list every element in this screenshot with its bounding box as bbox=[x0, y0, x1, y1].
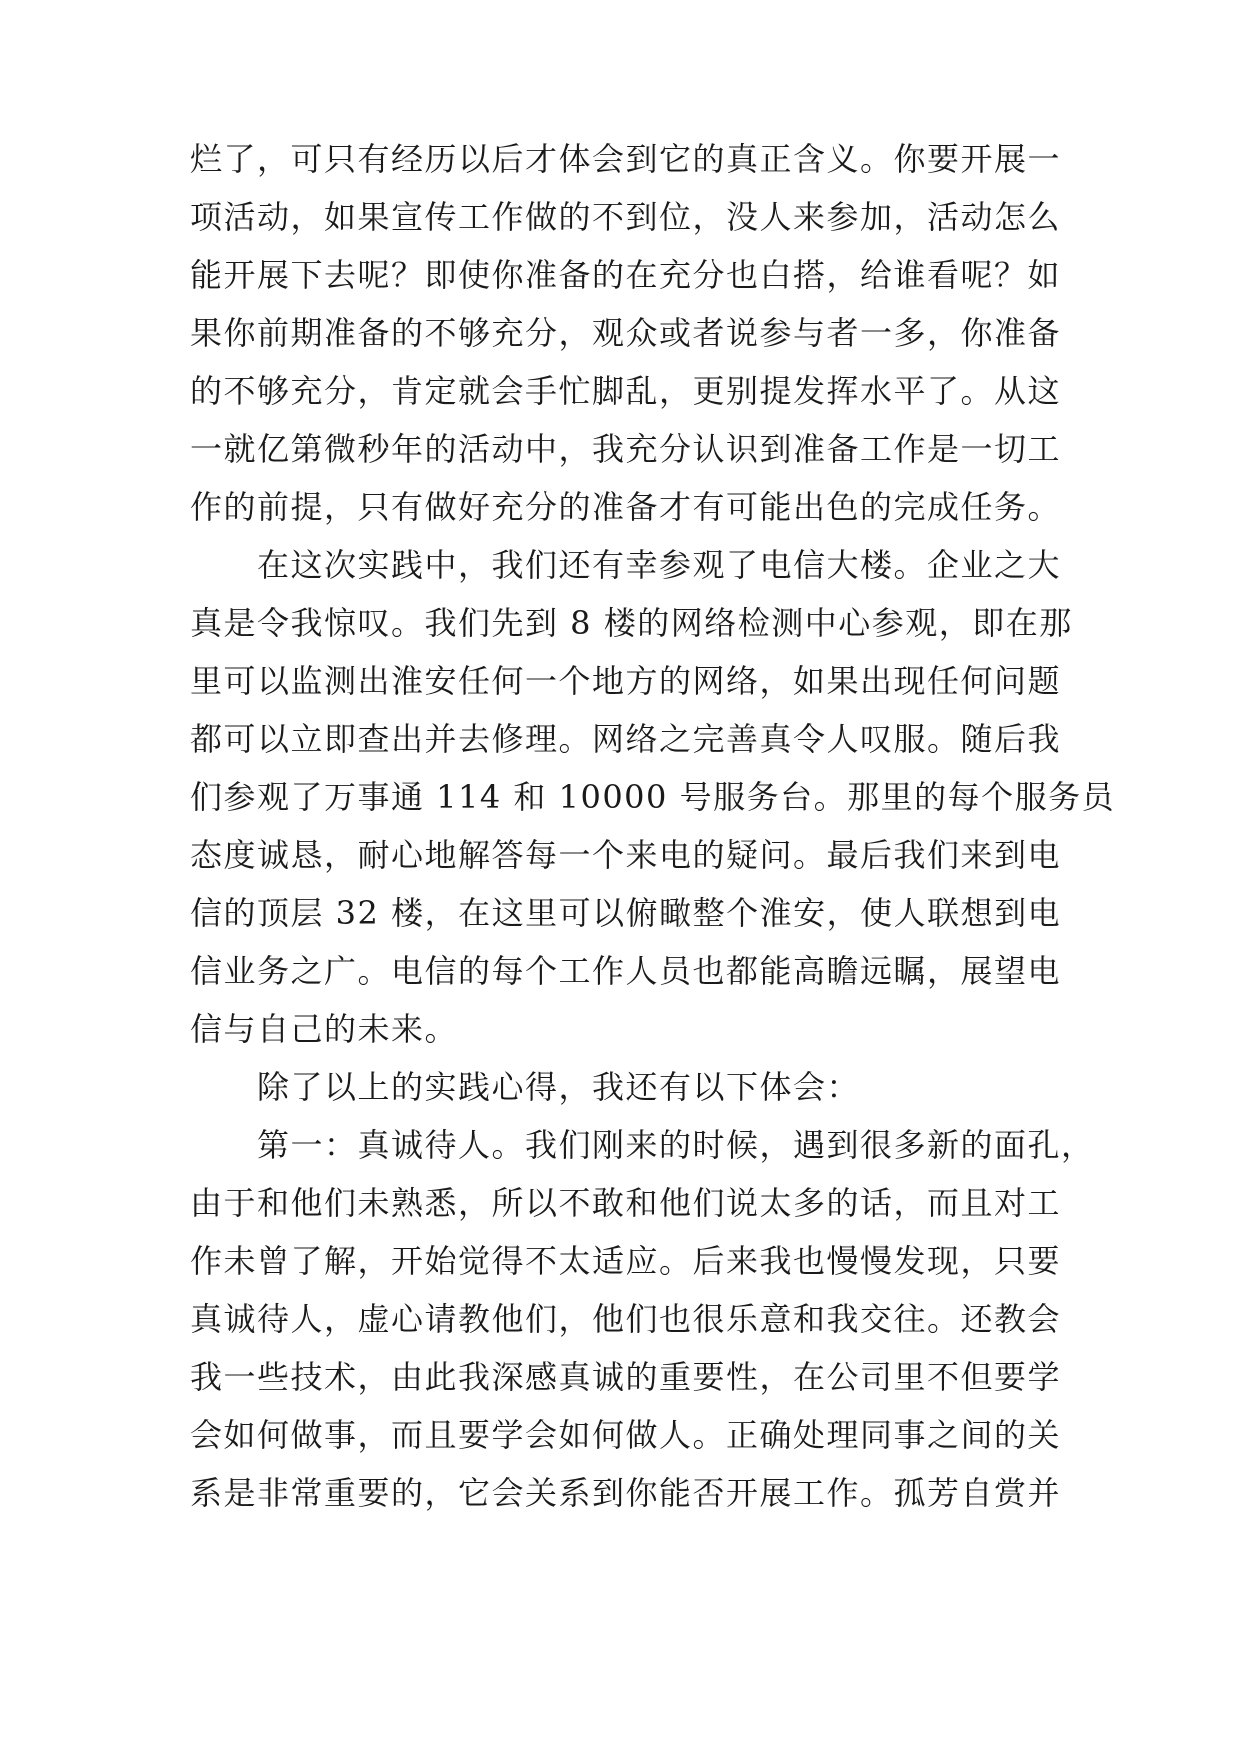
text-line: 能开展下去呢？即使你准备的在充分也白搭，给谁看呢？如 bbox=[190, 256, 1062, 294]
text-line: 由于和他们未熟悉，所以不敢和他们说太多的话，而且对工 bbox=[190, 1184, 1062, 1222]
text-line: 会如何做事，而且要学会如何做人。正确处理同事之间的关 bbox=[190, 1416, 1062, 1454]
text-line: 果你前期准备的不够充分，观众或者说参与者一多，你准备 bbox=[190, 314, 1062, 352]
text-line: 都可以立即查出并去修理。网络之完善真令人叹服。随后我 bbox=[190, 720, 1062, 758]
text-line: 系是非常重要的，它会关系到你能否开展工作。孤芳自赏并 bbox=[190, 1474, 1062, 1512]
text-line: 第一：真诚待人。我们刚来的时候，遇到很多新的面孔， bbox=[190, 1126, 1095, 1164]
text-line: 态度诚恳，耐心地解答每一个来电的疑问。最后我们来到电 bbox=[190, 836, 1062, 874]
text-line: 里可以监测出淮安任何一个地方的网络，如果出现任何问题 bbox=[190, 662, 1062, 700]
text-line: 信与自己的未来。 bbox=[190, 1010, 459, 1048]
text-line: 在这次实践中，我们还有幸参观了电信大楼。企业之大 bbox=[190, 546, 1062, 584]
text-line: 信的顶层 32 楼，在这里可以俯瞰整个淮安，使人联想到电 bbox=[190, 894, 1062, 932]
text-line: 信业务之广。电信的每个工作人员也都能高瞻远瞩，展望电 bbox=[190, 952, 1062, 990]
text-line: 烂了，可只有经历以后才体会到它的真正含义。你要开展一 bbox=[190, 140, 1062, 178]
text-line: 作的前提，只有做好充分的准备才有可能出色的完成任务。 bbox=[190, 488, 1062, 526]
text-line: 作未曾了解，开始觉得不太适应。后来我也慢慢发现，只要 bbox=[190, 1242, 1062, 1280]
text-line: 们参观了万事通 114 和 10000 号服务台。那里的每个服务员 bbox=[190, 778, 1116, 816]
text-line: 真是令我惊叹。我们先到 8 楼的网络检测中心参观，即在那 bbox=[190, 604, 1073, 642]
text-line: 的不够充分，肯定就会手忙脚乱，更别提发挥水平了。从这 bbox=[190, 372, 1062, 410]
text-line: 一就亿第微秒年的活动中，我充分认识到准备工作是一切工 bbox=[190, 430, 1062, 468]
text-line: 除了以上的实践心得，我还有以下体会： bbox=[190, 1068, 861, 1106]
text-line: 我一些技术，由此我深感真诚的重要性，在公司里不但要学 bbox=[190, 1358, 1062, 1396]
text-line: 真诚待人，虚心请教他们，他们也很乐意和我交往。还教会 bbox=[190, 1300, 1062, 1338]
body-text bbox=[190, 130, 1116, 1522]
text-line: 项活动，如果宣传工作做的不到位，没人来参加，活动怎么 bbox=[190, 198, 1062, 236]
